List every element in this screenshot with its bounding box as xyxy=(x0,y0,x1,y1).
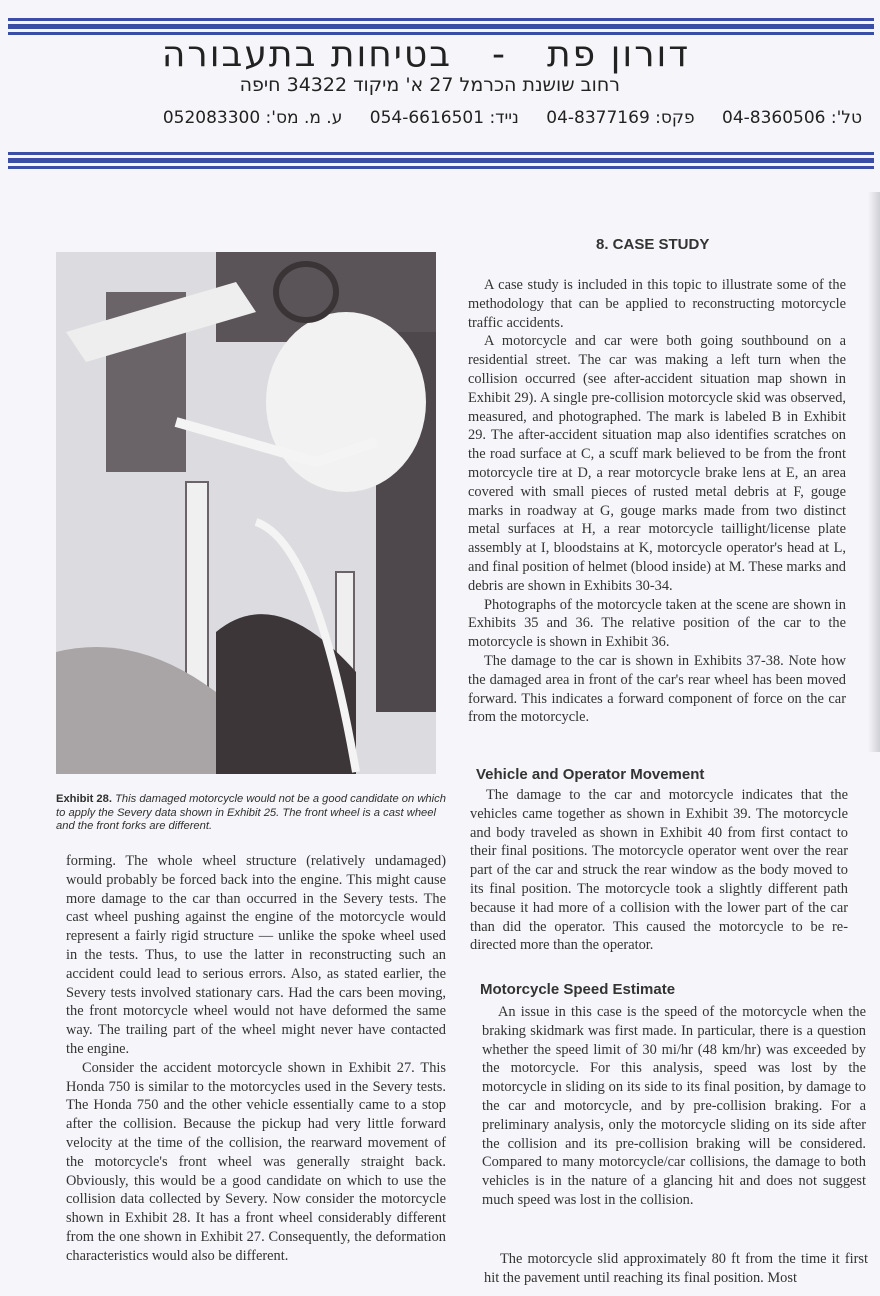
page-edge-shadow xyxy=(868,192,880,752)
exhibit-photo xyxy=(56,252,436,774)
letterhead-title xyxy=(162,34,690,75)
subheading-vehicle-movement: Vehicle and Operator Movement xyxy=(476,766,705,783)
letterhead-address: רחוב שושנת הכרמל 27 א' מיקוד 34322 חיפה xyxy=(239,74,620,96)
vehicle-movement-body xyxy=(470,786,848,955)
paragraph: An issue in this case is the speed of the motorcycle when the braking skidmark was first made. In particular, there is a question whether the speed limit of 30 mi/hr (48 km/hr) was exceeded by the motorcycle. For this analysis, speed was lost by the motorcycle in sliding on its side to its final position, by damage to the car and motorcycle, and by pre-collision braking. For a preliminary analysis, only the motorcycle sliding on its side after the collision and its pre-collision braking will be considered. Compared to many motorcycle/car collisions, the damage to both vehicles is in the nature of a glancing hit and does not suggest much speed was lost in the collision. xyxy=(482,1004,866,1208)
paragraph: forming. The whole wheel structure (relatively undamaged) would probably be forced back into the engine. This might cause more damage to the car than occurred in the Severy tests. The cast wheel pushing against the engine of the motorcycle would represent a fairly rigid structure — unlike the spoke wheel used in the tests. Thus, to use the latter in reconstructing such an accident could lead to serious errors. Also, as stated earlier, the Severy tests involved stationary cars. Had the cars been moving, the front motorcycle wheel would not have deformed the same way. The trailing part of the wheel might never have contacted the engine. xyxy=(66,853,446,1057)
subheading-speed-estimate: Motorcycle Speed Estimate xyxy=(480,981,676,998)
exhibit-caption-label: Exhibit 28. xyxy=(56,793,112,805)
paragraph: The damage to the car and motorcycle indicates that the vehicles came together as shown in Exhibit 39. The motorcycle and body traveled as shown in Exhibit 40 from first contact to their final positions. The motorcycle operator went over the rear part of the car and struck the rear window as the body moved to its final position. The motorcycle took a slightly different path because it had more of a collision with the lower part of the car than did the operator. This caused the motorcycle to be re-directed more than the operator. xyxy=(470,787,848,954)
contact-phone: טל': 04-8360506 xyxy=(722,108,862,128)
letterhead-business: בטיחות בתעבורה xyxy=(161,34,453,75)
paragraph: The damage to the car is shown in Exhibits 37-38. Note how the damaged area in front of the car's rear wheel has been moved forward. This indicates a forward component of force on the car from the motorcycle. xyxy=(468,652,846,726)
letterhead-contacts xyxy=(141,108,862,128)
slide-distance-body xyxy=(484,1250,868,1288)
exhibit-caption-text: This damaged motorcycle would not be a good candidate on which to apply the Severy data shown in Exhibit 25. The front wheel is a cast wheel and the front forks are different. xyxy=(56,793,446,832)
paragraph: Photographs of the motorcycle taken at the scene are shown in Exhibits 35 and 36. The relative position of the car to the motorcycle is shown in Exhibit 36. xyxy=(468,596,846,651)
paragraph: A case study is included in this topic to illustrate some of the methodology that can be applied to reconstructing motorcycle traffic accidents. xyxy=(468,277,846,331)
motorcycle-photo-illustration xyxy=(56,252,436,774)
contact-tax-id: ע. מ. מס': 052083300 xyxy=(162,108,343,128)
paragraph: The motorcycle slid approximately 80 ft from the time it first hit the pavement until reaching its final position. Most xyxy=(484,1251,868,1286)
exhibit-caption xyxy=(56,793,451,834)
paragraph: Consider the accident motorcycle shown in Exhibit 27. This Honda 750 is similar to the motorcycles used in the Severy tests. The Honda 750 and the other vehicle essentially came to a stop after the collision. Because the pickup had very little forward velocity at the time of the collision, the rearward movement of the motorcycle's front wheel was generally straight back. Obviously, this would be a good candidate on which to use the collision data collected by Severy. Now consider the motorcycle shown in Exhibit 28. It has a front wheel considerably different from the one shown in Exhibit 27. Consequently, the deformation characteristics would also be different. xyxy=(66,1059,446,1264)
paragraph: A motorcycle and car were both going southbound on a residential street. The car was making a left turn when the collision occurred (see after-accident situation map shown in Exhibit 29). A single pre-collision motorcycle skid was observed, measured, and photographed. The mark is labeled B in Exhibit 29. The after-accident situation map also identifies scratches on the road surface at C, a scuff mark believed to be from the front motorcycle tire at D, a rear motorcycle brake lens at E, an area covered with small pieces of rusted metal debris at F, gouge marks in roadway at G, gouge marks made from two distinct metal surfaces at H, a rear motorcycle taillight/license plate assembly at I, bloodstains at K, motorcycle operator's head at L, and final position of helmet (blood inside) at M. These marks and debris are shown in Exhibits 30-34. xyxy=(468,333,846,594)
contact-fax: פקס: 04-8377169 xyxy=(546,108,695,128)
letterhead-name: דורון פת xyxy=(547,34,690,75)
contact-mobile: נייד: 054-6616501 xyxy=(369,108,519,128)
left-column-body xyxy=(66,852,446,1266)
section-title: 8. CASE STUDY xyxy=(596,236,710,253)
header-rule-bottom xyxy=(8,152,874,172)
speed-estimate-body xyxy=(482,1003,866,1210)
letterhead-separator: - xyxy=(492,34,508,75)
case-study-intro xyxy=(468,276,846,727)
